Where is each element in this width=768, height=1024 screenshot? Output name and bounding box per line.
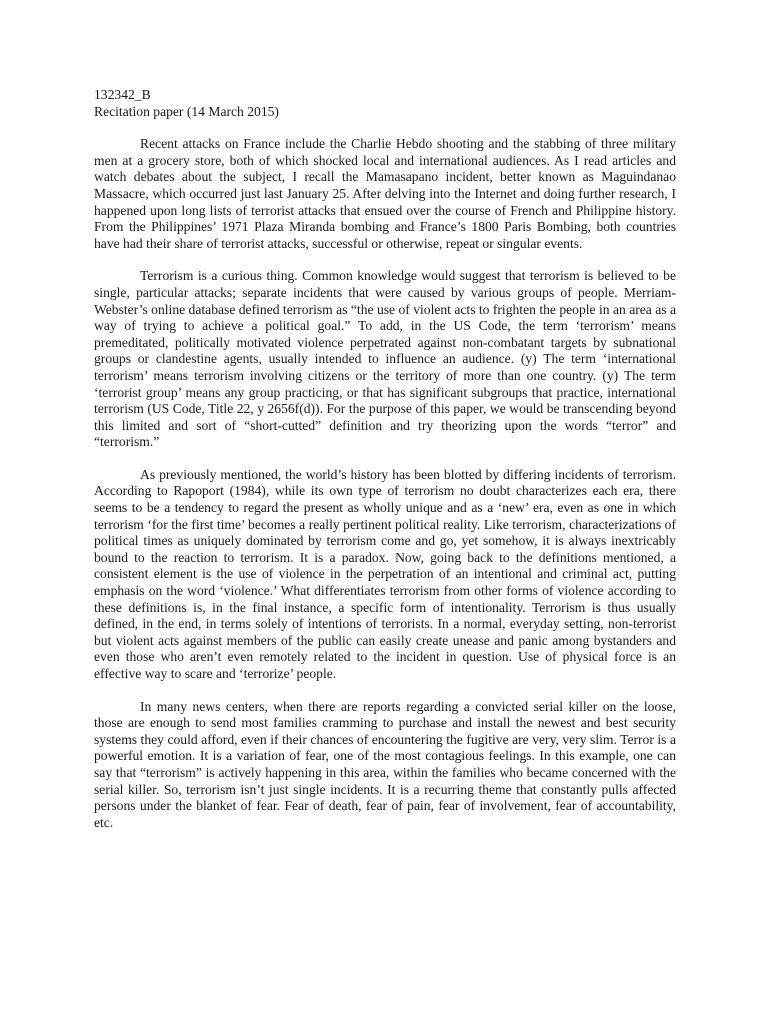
spacer — [94, 451, 676, 467]
spacer — [94, 120, 676, 136]
paragraph-4: In many news centers, when there are reports regarding a convicted serial killer on the loose, those are enough to send most families cramming to purchase and install the newest and best security systems they could afford, even if their chances of encountering the fugitive are very, very slim. Terror is a powerful emotion. It is a variation of fear, one of the most contagious feelings. In this example, one can say that “terrorism” is actively happening in this area, within the families who became concerned with the serial killer. So, terrorism isn’t just single incidents. It is a recurring theme that constantly pulls affected persons under the blanket of fear. Fear of death, fear of pain, fear of involvement, fear of accountability, etc. — [94, 698, 676, 830]
document-id: 132342_B — [94, 87, 151, 102]
spacer — [94, 683, 676, 699]
spacer — [94, 252, 676, 268]
paragraph-1: Recent attacks on France include the Charlie Hebdo shooting and the stabbing of three military men at a grocery store, both of which shocked local and international audiences. As I read articles and watch debates about the subject, I recall the Mamasapano incident, better known as Maguindanao Massacre, which occurred just last January 25. After delving into the Internet and doing further research, I happened upon long lists of terrorist attacks that ensued over the course of French and Philippine history. From the Philippines’ 1971 Plaza Miranda bombing and France’s 1800 Paris Bombing, both countries have had their share of terrorist attacks, successful or otherwise, repeat or singular events. — [94, 136, 676, 251]
paragraph-2: Terrorism is a curious thing. Common knowledge would suggest that terrorism is believed to be single, particular attacks; separate incidents that were caused by various groups of people. Merriam-Webster’s online database defined terrorism as “the use of violent acts to frighten the people in an area as a way of trying to achieve a political goal.” To add, in the US Code, the term ‘terrorism’ means premeditated, politically motivated violence perpetrated against non-combatant targets by subnational groups or clandestine agents, usually intended to influence an audience. (y) The term ‘international terrorism’ means terrorism involving citizens or the territory of more than one country. (y) The term ‘terrorist group’ means any group practicing, or that has significant subgroups that practice, international terrorism (US Code, Title 22, y 2656f(d)). For the purpose of this paper, we would be transcending beyond this limited and sort of “short-cutted” definition and try theorizing upon the words “terror” and “terrorism.” — [94, 268, 676, 450]
document-title: Recitation paper (14 March 2015) — [94, 103, 279, 119]
document-body — [94, 87, 676, 831]
paragraph-3: As previously mentioned, the world’s history has been blotted by differing incidents of terrorism. According to Rapoport (1984), while its own type of terrorism no doubt characterizes each era, there seems to be a tendency to regard the present as wholly unique and as a ‘new’ era, even as one in which terrorism ‘for the first time’ becomes a really pertinent political reality. Like terrorism, characterizations of political times as uniquely dominated by terrorism come and go, yet somehow, it is always inextricably bound to the reaction to terrorism. It is a paradox. Now, going back to the definitions mentioned, a consistent element is the use of violence in the perpetration of an intentional and criminal act, putting emphasis on the word ‘violence.’ What differentiates terrorism from other forms of violence according to these definitions is, in the final instance, a specific form of intentionality. Terrorism is thus usually defined, in the end, in terms solely of intentions of terrorists. In a normal, everyday setting, non-terrorist but violent acts against members of the public can easily create unease and panic among bystanders and even those who aren’t even remotely related to the incident in question. Use of physical force is an effective way to scare and ‘terrorize’ people. — [94, 466, 676, 681]
